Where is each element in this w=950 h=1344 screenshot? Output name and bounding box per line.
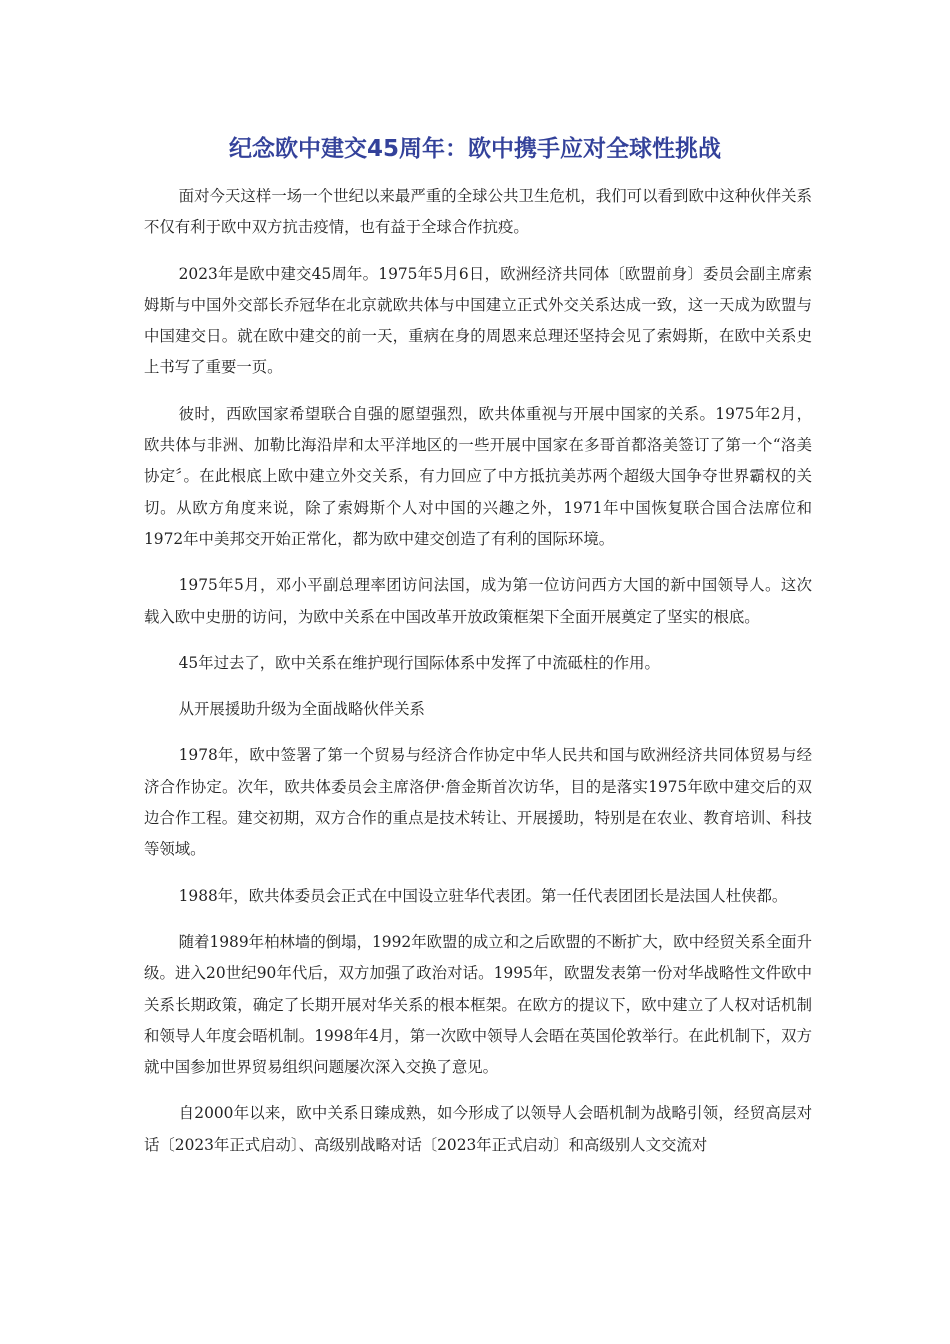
- section-heading: 从开展援助升级为全面战略伙伴关系: [178, 700, 425, 719]
- paragraph: 自2000年以来，欧中关系日臻成熟，如今形成了以领导人会晤机制为战略引领，经贸高层对话〔2023年正式启动〕、高级别战略对话〔2023年正式启动〕和高级别人文交流对: [144, 1104, 812, 1154]
- paragraph: 彼时，西欧国家希望联合自强的愿望强烈，欧共体重视与开展中国家的关系。1975年2月，欧共体与非洲、加勒比海沿岸和太平洋地区的一些开展中国家在多哥首都洛美签订了第一个“洛美协定〞。在此根底上欧中建立外交关系，有力回应了中方抵抗美苏两个超级大国争夺世界霸权的关切。从欧方角度来说，除了索姆斯个人对中国的兴趣之外，1971年中国恢复联合国合法席位和1972年中美邦交开始正常化，都为欧中建交创造了有利的国际环境。: [144, 404, 812, 548]
- paragraph: 1978年，欧中签署了第一个贸易与经济合作协定中华人民共和国与欧洲经济共同体贸易与经济合作协定。次年，欧共体委员会主席洛伊·詹金斯首次访华，目的是落实1975年欧中建交后的双边合作工程。建交初期，双方合作的重点是技术转让、开展援助，特别是在农业、教育培训、科技等领域。: [144, 746, 812, 859]
- paragraph: 2023年是欧中建交45周年。1975年5月6日，欧洲经济共同体〔欧盟前身〕委员会副主席索姆斯与中国外交部长乔冠华在北京就欧共体与中国建立正式外交关系达成一致，这一天成为欧盟与中国建交日。就在欧中建交的前一天，重病在身的周恩来总理还坚持会见了索姆斯，在欧中关系史上书写了重要一页。: [144, 264, 812, 377]
- paragraph: 随着1989年柏林墙的倒塌，1992年欧盟的成立和之后欧盟的不断扩大，欧中经贸关系全面升级。进入20世纪90年代后，双方加强了政治对话。1995年，欧盟发表第一份对华战略性文件欧中关系长期政策，确定了长期开展对华关系的根本框架。在欧方的提议下，欧中建立了人权对话机制和领导人年度会晤机制。1998年4月，第一次欧中领导人会晤在英国伦敦举行。在此机制下，双方就中国参加世界贸易组织问题屡次深入交换了意见。: [144, 932, 812, 1077]
- paragraph: 1975年5月，邓小平副总理率团访问法国，成为第一位访问西方大国的新中国领导人。这次载入欧中史册的访问，为欧中关系在中国改革开放政策框架下全面开展奠定了坚实的根底。: [144, 576, 812, 626]
- paragraph: 面对今天这样一场一个世纪以来最严重的全球公共卫生危机，我们可以看到欧中这种伙伴关系不仅有利于欧中双方抗击疫情，也有益于全球合作抗疫。: [144, 187, 812, 237]
- document-body: [144, 181, 812, 1176]
- paragraph: 45年过去了，欧中关系在维护现行国际体系中发挥了中流砥柱的作用。: [178, 653, 660, 672]
- paragraph: 1988年，欧共体委员会正式在中国设立驻华代表团。第一任代表团团长是法国人杜侠都。: [178, 886, 788, 905]
- document-title: 纪念欧中建交45周年：欧中携手应对全球性挑战: [228, 136, 721, 162]
